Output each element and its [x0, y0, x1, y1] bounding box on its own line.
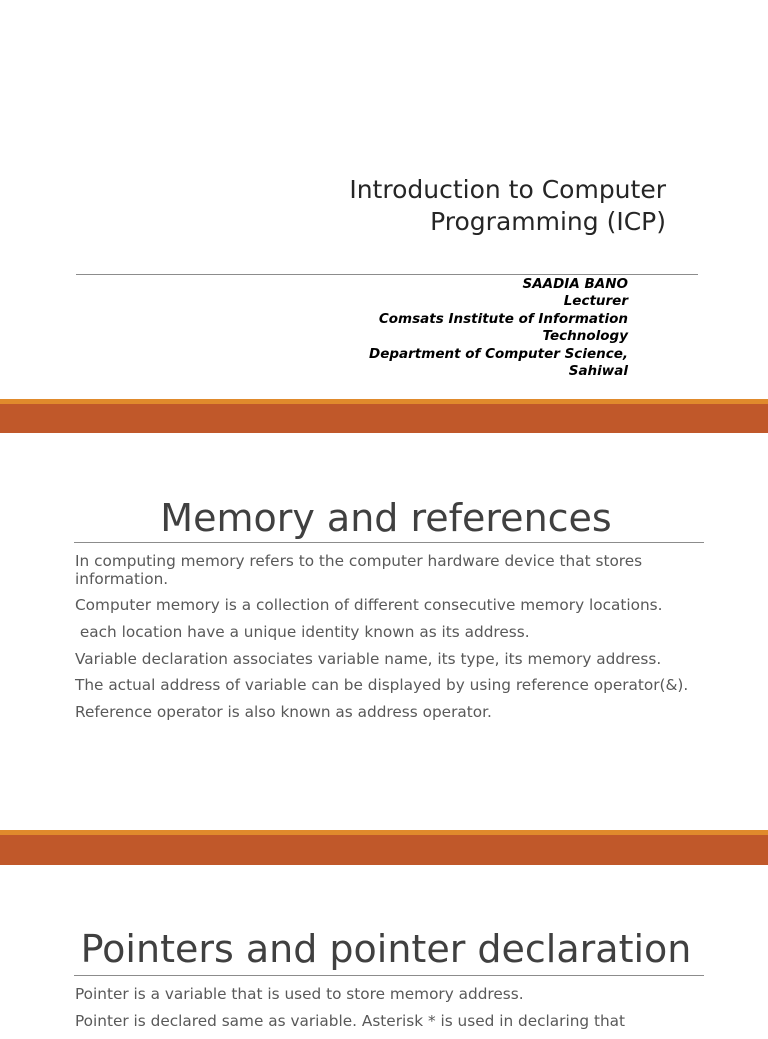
body-paragraph: Variable declaration associates variable name, its type, its memory address. [75, 649, 662, 668]
slide1-title [240, 174, 666, 238]
slide1-title-line1: Introduction to Computer [349, 175, 666, 204]
author-department-line2: Sahiwal [568, 363, 628, 380]
author-institute-line1: Comsats Institute of Information [378, 310, 628, 327]
body-paragraph: each location have a unique identity known as its address. [75, 622, 530, 641]
slide1-author-block [330, 276, 628, 380]
author-name: SAADIA BANO [522, 276, 628, 292]
slide2-divider [74, 542, 704, 543]
slide2-body [75, 553, 700, 731]
slide3-divider [74, 975, 704, 976]
slide3-body [75, 986, 700, 1039]
slide1-title-line2: Programming (ICP) [430, 207, 666, 236]
body-paragraph: Pointer is a variable that is used to store memory address. [75, 985, 524, 1003]
slide-separator-band [0, 404, 768, 433]
author-role: Lecturer [563, 293, 628, 310]
slide1-divider [76, 274, 698, 275]
body-paragraph: Computer memory is a collection of different consecutive memory locations. [75, 596, 663, 615]
slide-separator-band [0, 835, 768, 865]
author-institute-line2: Technology [542, 328, 628, 345]
body-paragraph: Reference operator is also known as address operator. [75, 702, 492, 721]
slide3-title: Pointers and pointer declaration [80, 927, 692, 971]
slide2-title: Memory and references [160, 496, 612, 540]
author-department-line1: Department of Computer Science, [369, 345, 628, 362]
body-paragraph: In computing memory refers to the computer hardware device that stores information. [75, 552, 643, 588]
body-paragraph: Pointer is declared same as variable. Asterisk * is used in declaring that [75, 1011, 626, 1030]
body-paragraph: The actual address of variable can be displayed by using reference operator(&). [75, 676, 689, 695]
